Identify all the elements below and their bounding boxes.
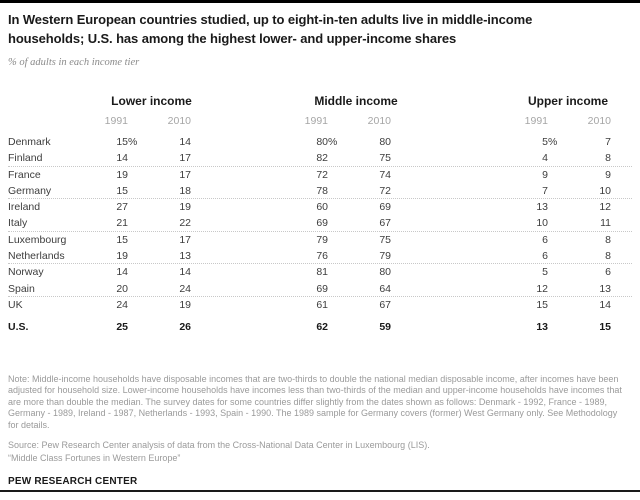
table-row xyxy=(8,232,632,248)
upper-income-1991-value xyxy=(485,199,548,215)
report-content xyxy=(0,11,640,487)
value-text: 10 xyxy=(536,217,548,230)
value-text: 24 xyxy=(179,282,191,295)
value-text: 13 xyxy=(536,201,548,214)
table-row xyxy=(8,281,632,297)
value-text: 12 xyxy=(536,282,548,295)
value-text: 60 xyxy=(316,201,328,214)
upper-income-1991-value xyxy=(485,297,548,313)
middle-income-1991-value xyxy=(265,319,328,335)
value-text: 11 xyxy=(600,217,611,230)
lower-income-1991-value xyxy=(100,264,128,280)
middle-income-1991-value xyxy=(265,215,328,231)
value-text: 17 xyxy=(179,233,191,246)
lower-income-2010-value xyxy=(128,134,191,150)
value-text: 5 xyxy=(542,266,548,279)
middle-income-2010-value xyxy=(328,199,391,215)
middle-income-2010-value xyxy=(328,215,391,231)
year-header-upper-1991: 1991 xyxy=(524,115,548,127)
table-row xyxy=(8,134,632,150)
value-text: 17 xyxy=(179,168,191,181)
year-header-middle-2010: 2010 xyxy=(367,115,391,127)
value-text: 67 xyxy=(379,298,391,311)
pew-research-center-wordmark: PEW RESEARCH CENTER xyxy=(8,476,138,488)
middle-income-2010-value xyxy=(328,183,391,199)
upper-income-1991-value xyxy=(485,232,548,248)
upper-income-2010-value xyxy=(548,297,611,313)
value-text: 15 xyxy=(116,233,128,246)
value-text: 17 xyxy=(179,152,191,165)
lower-income-1991-value xyxy=(100,319,128,335)
value-text: 8 xyxy=(605,250,611,263)
upper-income-2010-value xyxy=(548,215,611,231)
value-text: 14 xyxy=(179,136,191,148)
upper-income-1991-value xyxy=(485,183,548,199)
country-label: Finland xyxy=(8,152,43,165)
year-header-row xyxy=(8,115,632,127)
lower-income-1991-value xyxy=(100,297,128,313)
value-text: 59 xyxy=(379,321,391,334)
lower-income-1991-value xyxy=(100,150,128,166)
value-text: 64 xyxy=(379,282,391,295)
middle-income-1991-value xyxy=(265,281,328,297)
middle-income-2010-value xyxy=(328,232,391,248)
value-text: 6 xyxy=(542,250,548,263)
upper-income-2010-value xyxy=(548,248,611,264)
middle-income-1991-value: 80% xyxy=(316,136,338,148)
upper-income-1991-value: 5% xyxy=(542,136,558,148)
middle-income-1991-value xyxy=(265,183,328,199)
country-label: Norway xyxy=(8,266,44,279)
chart-subtitle: % of adults in each income tier xyxy=(8,57,140,68)
value-text: 18 xyxy=(179,184,191,197)
upper-income-1991-value xyxy=(485,281,548,297)
footer xyxy=(8,374,632,488)
value-text: 19 xyxy=(116,250,128,263)
middle-income-1991-value xyxy=(265,167,328,183)
middle-income-1991-value xyxy=(265,297,328,313)
lower-income-2010-value xyxy=(128,264,191,280)
lower-income-2010-value xyxy=(128,232,191,248)
value-text: 19 xyxy=(116,168,128,181)
value-text: 79 xyxy=(379,250,391,263)
value-text: 14 xyxy=(599,298,611,311)
country-label: Luxembourg xyxy=(8,233,67,246)
value-text: 81 xyxy=(316,266,328,279)
upper-income-2010-value xyxy=(548,167,611,183)
table-row xyxy=(8,319,632,335)
value-text: 69 xyxy=(316,217,328,230)
value-text: 80 xyxy=(379,266,391,279)
value-text: 9 xyxy=(542,168,548,181)
value-text: 13 xyxy=(179,250,191,263)
value-text: 13 xyxy=(536,321,548,334)
value-text: 19 xyxy=(179,201,191,214)
column-group-lower-income: Lower income xyxy=(111,94,192,108)
upper-income-1991-value xyxy=(485,150,548,166)
upper-income-2010-value xyxy=(548,183,611,199)
lower-income-1991-value xyxy=(100,248,128,264)
lower-income-1991-value: 15% xyxy=(116,136,138,148)
middle-income-1991-value xyxy=(265,150,328,166)
upper-income-1991-value xyxy=(485,167,548,183)
value-text: 12 xyxy=(599,201,611,214)
chart-title: In Western European countries studied, up to eight-in-ten adults live in middle-income households; U.S. has among the highest lower- and upper-income shares xyxy=(8,12,533,46)
value-text: 75 xyxy=(379,233,391,246)
year-header-upper-2010: 2010 xyxy=(587,115,611,127)
table-row xyxy=(8,167,632,183)
column-group-header-row xyxy=(8,94,632,107)
middle-income-2010-value xyxy=(328,319,391,335)
value-text: 10 xyxy=(599,184,611,197)
value-text: 75 xyxy=(379,152,391,165)
country-label: Germany xyxy=(8,184,52,197)
middle-income-2010-value xyxy=(328,264,391,280)
lower-income-2010-value xyxy=(128,150,191,166)
lower-income-1991-value xyxy=(100,199,128,215)
note-text: Note: Middle-income households have disposable incomes that are two-thirds to double the national median disposable income, after incomes have been adjusted for household size. Lower-income households have incomes less than two-thirds of the median and upper-income households have incomes that are more than double the median. The survey dates for some countries differ slightly from the dates shown as follows: Denmark - 1992, France - 1989, Germany - 1989, Ireland - 1987, Netherlands - 1993, Spain - 1990. The 1989 sample for Germany covers (former) West Germany only. See Methodology for details. xyxy=(8,373,622,430)
value-text: 5 xyxy=(542,136,548,148)
value-text: 19 xyxy=(179,298,191,311)
lower-income-2010-value xyxy=(128,319,191,335)
upper-income-2010-value xyxy=(548,199,611,215)
lower-income-2010-value xyxy=(128,215,191,231)
value-text: 6 xyxy=(542,233,548,246)
lower-income-1991-value xyxy=(100,232,128,248)
lower-income-2010-value xyxy=(128,183,191,199)
value-text: 6 xyxy=(605,266,611,279)
lower-income-2010-value xyxy=(128,199,191,215)
middle-income-2010-value xyxy=(328,248,391,264)
middle-income-1991-value xyxy=(265,248,328,264)
value-text: 74 xyxy=(379,168,391,181)
middle-income-2010-value xyxy=(328,297,391,313)
upper-income-2010-value xyxy=(548,319,611,335)
value-text: 15 xyxy=(116,136,128,148)
value-text: 8 xyxy=(605,233,611,246)
value-text: 78 xyxy=(316,184,328,197)
value-text: 14 xyxy=(116,152,128,165)
value-text: 80 xyxy=(379,136,391,148)
country-label: UK xyxy=(8,298,23,311)
value-text: 7 xyxy=(605,136,611,148)
lower-income-1991-value xyxy=(100,281,128,297)
upper-income-2010-value xyxy=(548,134,611,150)
column-group-upper-income: Upper income xyxy=(527,94,608,108)
value-text: 72 xyxy=(379,184,391,197)
country-label: U.S. xyxy=(8,321,29,334)
lower-income-1991-value xyxy=(100,183,128,199)
lower-income-1991-value xyxy=(100,167,128,183)
value-text: 4 xyxy=(542,152,548,165)
table-rows xyxy=(8,134,632,336)
country-label: Spain xyxy=(8,282,35,295)
country-label: Netherlands xyxy=(8,250,65,263)
country-label: Ireland xyxy=(8,201,41,214)
value-text: 14 xyxy=(179,266,191,279)
country-label: Italy xyxy=(8,217,28,230)
value-text: 80 xyxy=(316,136,328,148)
value-text: 13 xyxy=(599,282,611,295)
income-table xyxy=(8,94,632,336)
value-text: 15 xyxy=(536,298,548,311)
value-text: 15 xyxy=(116,184,128,197)
value-text: 14 xyxy=(116,266,128,279)
upper-income-1991-value xyxy=(485,215,548,231)
value-text: 69 xyxy=(379,201,391,214)
middle-income-2010-value xyxy=(328,281,391,297)
country-label: France xyxy=(8,168,41,181)
value-text: 62 xyxy=(316,321,328,334)
middle-income-1991-value xyxy=(265,232,328,248)
middle-income-1991-value xyxy=(265,264,328,280)
value-text: 79 xyxy=(316,233,328,246)
value-text: 76 xyxy=(316,250,328,263)
upper-income-1991-value xyxy=(485,319,548,335)
country-label: Denmark xyxy=(8,136,51,148)
value-text: 8 xyxy=(605,152,611,165)
table-row xyxy=(8,150,632,166)
value-text: 27 xyxy=(116,201,128,214)
value-text: 22 xyxy=(179,217,191,230)
middle-income-1991-value xyxy=(265,199,328,215)
column-group-middle-income: Middle income xyxy=(314,94,398,108)
value-text: 69 xyxy=(316,282,328,295)
bottom-rule xyxy=(0,490,640,492)
value-text: 25 xyxy=(116,321,128,334)
value-text: 15 xyxy=(599,321,611,334)
report-title-text: “Middle Class Fortunes in Western Europe” xyxy=(8,452,181,463)
table-row xyxy=(8,199,632,215)
upper-income-1991-value xyxy=(485,264,548,280)
value-text: 7 xyxy=(542,184,548,197)
year-header-lower-2010: 2010 xyxy=(167,115,191,127)
lower-income-1991-value xyxy=(100,215,128,231)
top-accent-bar xyxy=(0,0,640,3)
value-text: 26 xyxy=(179,321,191,334)
value-text: 24 xyxy=(116,298,128,311)
value-text: 21 xyxy=(116,217,128,230)
middle-income-2010-value xyxy=(328,134,391,150)
lower-income-2010-value xyxy=(128,281,191,297)
lower-income-2010-value xyxy=(128,167,191,183)
upper-income-2010-value xyxy=(548,150,611,166)
middle-income-2010-value xyxy=(328,150,391,166)
year-header-middle-1991: 1991 xyxy=(304,115,328,127)
table-row xyxy=(8,264,632,280)
upper-income-2010-value xyxy=(548,264,611,280)
table-row xyxy=(8,183,632,199)
lower-income-2010-value xyxy=(128,248,191,264)
value-text: 9 xyxy=(605,168,611,181)
value-text: 82 xyxy=(316,152,328,165)
value-text: 67 xyxy=(379,217,391,230)
middle-income-2010-value xyxy=(328,167,391,183)
table-row xyxy=(8,215,632,231)
upper-income-2010-value xyxy=(548,281,611,297)
value-text: 20 xyxy=(116,282,128,295)
table-row xyxy=(8,297,632,313)
year-header-lower-1991: 1991 xyxy=(104,115,128,127)
source-text: Source: Pew Research Center analysis of data from the Cross-National Data Center in Luxembourg (LIS). xyxy=(8,440,430,451)
value-text: 61 xyxy=(316,298,328,311)
lower-income-2010-value xyxy=(128,297,191,313)
upper-income-1991-value xyxy=(485,248,548,264)
value-text: 72 xyxy=(316,168,328,181)
table-row xyxy=(8,248,632,264)
upper-income-2010-value xyxy=(548,232,611,248)
